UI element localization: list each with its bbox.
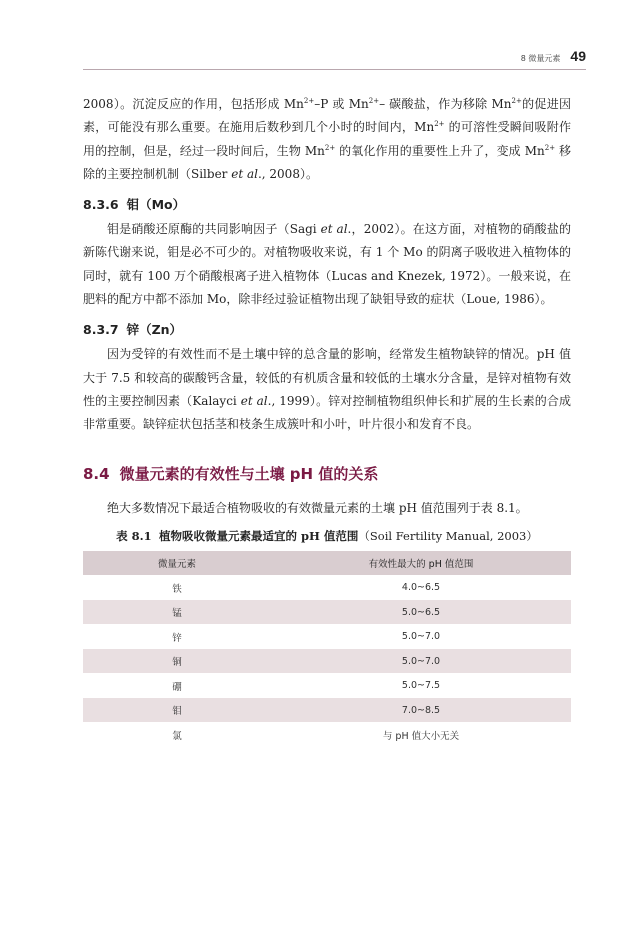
ph-range-table: [83, 551, 571, 747]
running-header: [521, 48, 586, 64]
section-heading-molybdenum: 8.3.6 钼（Mo）: [83, 197, 186, 213]
cell-element: 锰: [83, 600, 271, 625]
section-heading-zinc: 8.3.7 锌（Zn）: [83, 322, 183, 338]
chapter-label: 8 微量元素: [520, 54, 561, 63]
cell-element: 锌: [83, 624, 271, 649]
header-divider: [83, 69, 586, 70]
cell-ph-range: 5.0~6.5: [271, 600, 571, 625]
cell-element: 氯: [83, 722, 271, 746]
cell-ph-range: 与 pH 值大小无关: [271, 722, 571, 746]
cell-ph-range: 5.0~7.5: [271, 673, 571, 698]
cell-element: 铁: [83, 575, 271, 600]
paragraph-manganese: 2008）。沉淀反应的作用，包括形成 $Mn^{2+}-P$ 或 $Mn^{2+}-$ 碳酸盐，作为移除 $Mn^{2+}$的促进因素，可能没有那么重要。在施用后数秒到几个小时的时间内，$Mn^{2+}$ 的可溶性受瞬间吸附作用的控制，但是，经过一段时间后，生物 $Mn^{2+}$ 的氧化作用的重要性上升了，变成 $Mn^{2+}$ 移除的主要控制机制（Silber et al., 2008）。: [83, 97, 571, 181]
table-row: [83, 698, 571, 723]
column-header-element: 微量元素: [83, 551, 271, 576]
table-row: [83, 673, 571, 698]
cell-element: 铜: [83, 649, 271, 674]
table-row: [83, 624, 571, 649]
table-header-row: [83, 551, 571, 576]
table-row: [83, 649, 571, 674]
cell-ph-range: 5.0~7.0: [271, 649, 571, 674]
table-row: [83, 600, 571, 625]
cell-element: 钼: [83, 698, 271, 723]
table-caption: 表 8.1 植物吸收微量元素最适宜的 pH 值范围（Soil Fertility Manual, 2003）: [116, 528, 538, 543]
table-row: [83, 575, 571, 600]
table-row: [83, 722, 571, 746]
paragraph-molybdenum: 钼是硝酸还原酶的共同影响因子（Sagi et al.，2002）。在这方面，对植物的硝酸盐的新陈代谢来说，钼是必不可少的。对植物吸收来说，有 1 个 Mo 的阴离子吸收进入植物体的同时，就有 100 万个硝酸根离子进入植物体（Lucas and Knezek, 1972）。一般来说，在肥料的配方中都不添加 Mo，除非经过验证植物出现了缺钼导致的症状（Loue, 1986）。: [83, 222, 571, 307]
page-number: 49: [570, 48, 586, 64]
cell-ph-range: 7.0~8.5: [271, 698, 571, 723]
section-heading-8-4: 8.4 微量元素的有效性与土壤 pH 值的关系: [83, 464, 379, 483]
page-body: [83, 93, 571, 746]
paragraph-8-4: 绝大多数情况下最适合植物吸收的有效微量元素的土壤 pH 值范围列于表 8.1。: [107, 500, 528, 515]
paragraph-zinc: 因为受锌的有效性而不是土壤中锌的总含量的影响，经常发生植物缺锌的情况。pH 值大于 7.5 和较高的碳酸钙含量，较低的有机质含量和较低的土壤水分含量，是锌对植物有效性的主要控制因素（Kalayci et al., 1999）。锌对控制植物组织伸长和扩展的生长素的合成非常重要。缺锌症状包括茎和枝条生成簇叶和小叶，叶片很小和发育不良。: [83, 347, 572, 432]
cell-ph-range: 5.0~7.0: [271, 624, 571, 649]
cell-element: 硼: [83, 673, 271, 698]
column-header-ph-range: 有效性最大的 pH 值范围: [271, 551, 571, 576]
cell-ph-range: 4.0~6.5: [271, 575, 571, 600]
